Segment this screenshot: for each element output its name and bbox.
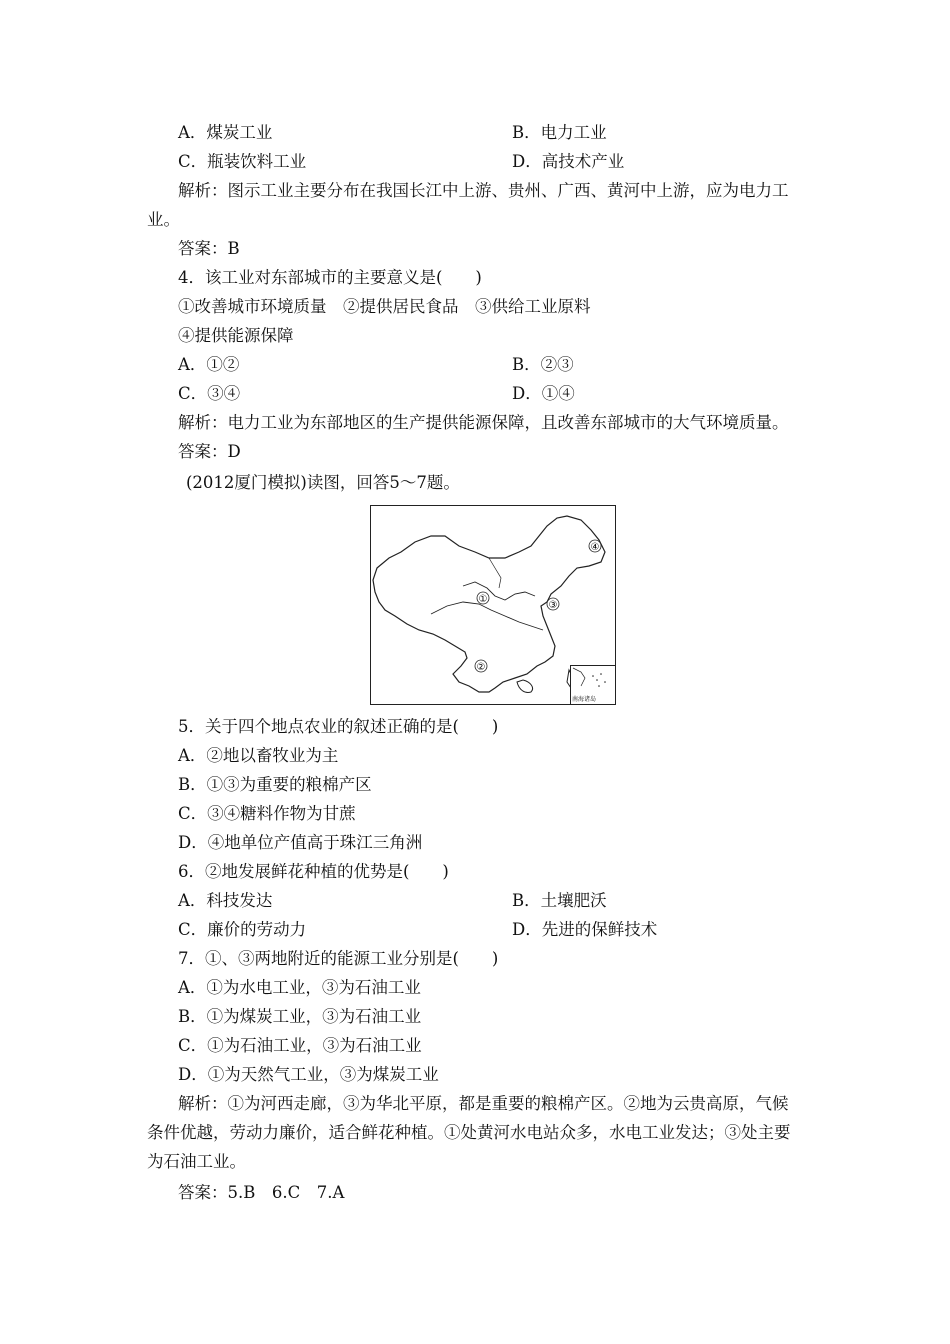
q6-option-d: D．先进的保鲜技术 <box>512 920 658 939</box>
q5-option-d: D．④地单位产值高于珠江三角洲 <box>178 833 423 852</box>
q3-analysis-line2: 业。 <box>147 210 180 229</box>
final-analysis-line2: 条件优越，劳动力廉价，适合鲜花种植。①处黄河水电站众多，水电工业发达；③处主要 <box>147 1123 791 1142</box>
map-marker-3: ③ <box>548 600 558 611</box>
final-analysis-line3: 为石油工业。 <box>147 1152 246 1171</box>
map-marker-2: ② <box>476 662 486 673</box>
q5-stem: 5．关于四个地点农业的叙述正确的是( ) <box>178 717 499 736</box>
intro-text: (2012厦门模拟)读图，回答5～7题。 <box>186 473 460 492</box>
q4-items-line2: ④提供能源保障 <box>178 326 294 345</box>
q7-stem: 7．①、③两地附近的能源工业分别是( ) <box>178 949 499 968</box>
q3-option-d: D．高技术产业 <box>512 152 625 171</box>
map-marker-1: ① <box>478 594 488 605</box>
q4-option-d: D．①④ <box>512 384 575 403</box>
q4-analysis: 解析：电力工业为东部地区的生产提供能源保障，且改善东部城市的大气环境质量。 <box>178 413 789 432</box>
q3-option-a: A．煤炭工业 <box>178 123 273 142</box>
final-answer: 答案：5.B 6.C 7.A <box>178 1183 345 1202</box>
q3-option-c: C．瓶装饮料工业 <box>178 152 307 171</box>
q5-option-b: B．①③为重要的粮棉产区 <box>178 775 372 794</box>
q4-items-line1: ①改善城市环境质量 ②提供居民食品 ③供给工业原料 <box>178 297 591 316</box>
q6-option-c: C．廉价的劳动力 <box>178 920 307 939</box>
q3-answer: 答案：B <box>178 239 240 258</box>
q7-option-a: A．①为水电工业，③为石油工业 <box>178 978 421 997</box>
q4-option-b: B．②③ <box>512 355 574 374</box>
q6-option-b: B．土壤肥沃 <box>512 891 607 910</box>
q5-option-a: A．②地以畜牧业为主 <box>178 746 339 765</box>
inset-label: 南海诸岛 <box>572 696 597 703</box>
q4-option-c: C．③④ <box>178 384 241 403</box>
q6-option-a: A．科技发达 <box>178 891 273 910</box>
q3-option-b: B．电力工业 <box>512 123 607 142</box>
q3-analysis-line1: 解析：图示工业主要分布在我国长江中上游、贵州、广西、黄河中上游，应为电力工 <box>178 181 789 200</box>
q4-answer: 答案：D <box>178 442 241 461</box>
q7-option-b: B．①为煤炭工业，③为石油工业 <box>178 1007 422 1026</box>
south-china-sea-inset <box>570 665 615 704</box>
map-marker-4: ④ <box>590 542 600 553</box>
q6-stem: 6．②地发展鲜花种植的优势是( ) <box>178 862 449 881</box>
q4-option-a: A．①② <box>178 355 240 374</box>
china-map-figure <box>370 505 616 705</box>
q7-option-c: C．①为石油工业，③为石油工业 <box>178 1036 422 1055</box>
final-analysis-line1: 解析：①为河西走廊，③为华北平原，都是重要的粮棉产区。②地为云贵高原，气候 <box>178 1094 789 1113</box>
q5-option-c: C．③④糖料作物为甘蔗 <box>178 804 356 823</box>
q7-option-d: D．①为天然气工业，③为煤炭工业 <box>178 1065 439 1084</box>
q4-stem: 4．该工业对东部城市的主要意义是( ) <box>178 268 482 287</box>
